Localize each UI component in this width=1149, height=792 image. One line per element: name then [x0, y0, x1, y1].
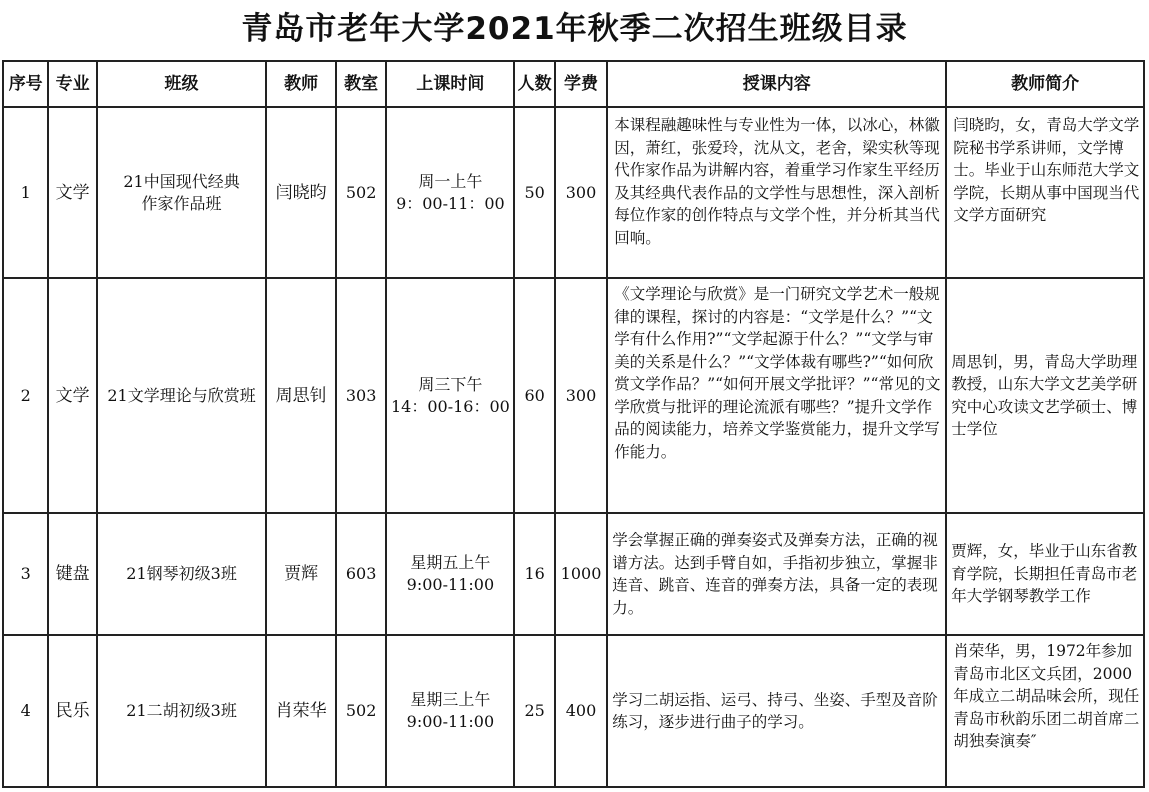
row-class: 21中国现代经典作家作品班 — [97, 107, 266, 278]
row-class: 21钢琴初级3班 — [97, 513, 266, 635]
row-time — [386, 513, 514, 635]
row-fee: 300 — [555, 107, 607, 278]
row-time-hours: 14：00-16：00 — [390, 396, 510, 416]
row-time — [386, 635, 514, 787]
table-row — [3, 107, 1144, 278]
row-count: 50 — [514, 107, 554, 278]
row-time-hours: 9：00-11：00 — [396, 193, 505, 213]
row-room: 502 — [336, 635, 386, 787]
row-count: 60 — [514, 278, 554, 513]
table-row — [3, 278, 1144, 513]
row-no: 1 — [3, 107, 48, 278]
row-time-day: 周一上午 — [418, 171, 483, 191]
header-teacher: 教师 — [266, 61, 336, 107]
row-count: 25 — [514, 635, 554, 787]
header-room: 教室 — [336, 61, 386, 107]
row-time — [386, 107, 514, 278]
header-fee: 学费 — [555, 61, 607, 107]
header-class: 班级 — [97, 61, 266, 107]
header-no: 序号 — [3, 61, 48, 107]
row-teacher: 肖荣华 — [266, 635, 336, 787]
table-row — [3, 635, 1144, 787]
header-time: 上课时间 — [386, 61, 514, 107]
row-content: 《文学理论与欣赏》是一门研究文学艺术一般规律的课程，探讨的内容是：“文学是什么？”“文学有什么作用?”“文学起源于什么？”“文学与审美的关系是什么？”“文学体裁有哪些?”“如何欣赏文学作品？”“如何开展文学批评？”“常见的文学欣赏与批评的理论流派有哪些？”提升文学作品的阅读能力，培养文学鉴赏能力，提升文学写作能力。 — [607, 278, 946, 513]
row-time-day: 星期五上午 — [410, 553, 491, 572]
row-room: 603 — [336, 513, 386, 635]
header-row — [3, 61, 1144, 107]
row-no: 2 — [3, 278, 48, 513]
row-time — [386, 278, 514, 513]
row-no: 3 — [3, 513, 48, 635]
table-row — [3, 513, 1144, 635]
row-bio: 贾辉，女，毕业于山东省教育学院，长期担任青岛市老年大学钢琴教学工作 — [946, 513, 1144, 635]
row-bio: 肖荣华，男，1972年参加青岛市北区文兵团，2000年成立二胡品味会所，现任青岛市秋韵乐团二胡首席二胡独奏演奏″ — [946, 635, 1144, 787]
row-content: 学会掌握正确的弹奏姿式及弹奏方法，正确的视谱方法。达到手臂自如，手指初步独立，掌握非连音、跳音、连音的弹奏方法，具备一定的表现力。 — [607, 513, 946, 635]
header-major: 专业 — [48, 61, 96, 107]
class-catalog-table — [2, 60, 1145, 788]
row-class: 21文学理论与欣赏班 — [97, 278, 266, 513]
row-fee: 1000 — [555, 513, 607, 635]
row-teacher: 闫晓昀 — [266, 107, 336, 278]
row-major: 文学 — [48, 107, 96, 278]
row-time-day: 周三下午 — [418, 374, 483, 394]
row-class: 21二胡初级3班 — [97, 635, 266, 787]
row-major: 键盘 — [48, 513, 96, 635]
row-major: 文学 — [48, 278, 96, 513]
row-teacher: 周思钊 — [266, 278, 336, 513]
header-content: 授课内容 — [607, 61, 946, 107]
row-bio: 周思钊，男，青岛大学助理教授，山东大学文艺美学研究中心攻读文艺学硕士、博士学位 — [946, 278, 1144, 513]
row-room: 303 — [336, 278, 386, 513]
row-fee: 300 — [555, 278, 607, 513]
row-count: 16 — [514, 513, 554, 635]
row-no: 4 — [3, 635, 48, 787]
row-time-hours: 9:00-11:00 — [406, 575, 495, 594]
row-content: 本课程融趣味性与专业性为一体，以冰心，林徽因，萧红，张爱玲，沈从文，老舍，梁实秋等现代作家作品为讲解内容，着重学习作家生平经历及其经典代表作品的文学性与思想性，深入剖析每位作家的创作特点与文学个性，并分析其当代回响。 — [607, 107, 946, 278]
row-time-hours: 9:00-11:00 — [406, 712, 495, 731]
row-time-day: 星期三上午 — [410, 690, 491, 709]
row-content: 学习二胡运指、运弓、持弓、坐姿、手型及音阶练习，逐步进行曲子的学习。 — [607, 635, 946, 787]
page-title: 青岛市老年大学2021年秋季二次招生班级目录 — [241, 11, 908, 47]
row-bio: 闫晓昀，女，青岛大学文学院秘书学系讲师，文学博士。毕业于山东师范大学文学院，长期从事中国现当代文学方面研究 — [946, 107, 1144, 278]
row-teacher: 贾辉 — [266, 513, 336, 635]
row-major: 民乐 — [48, 635, 96, 787]
header-bio: 教师简介 — [946, 61, 1144, 107]
header-count: 人数 — [514, 61, 554, 107]
row-room: 502 — [336, 107, 386, 278]
row-fee: 400 — [555, 635, 607, 787]
